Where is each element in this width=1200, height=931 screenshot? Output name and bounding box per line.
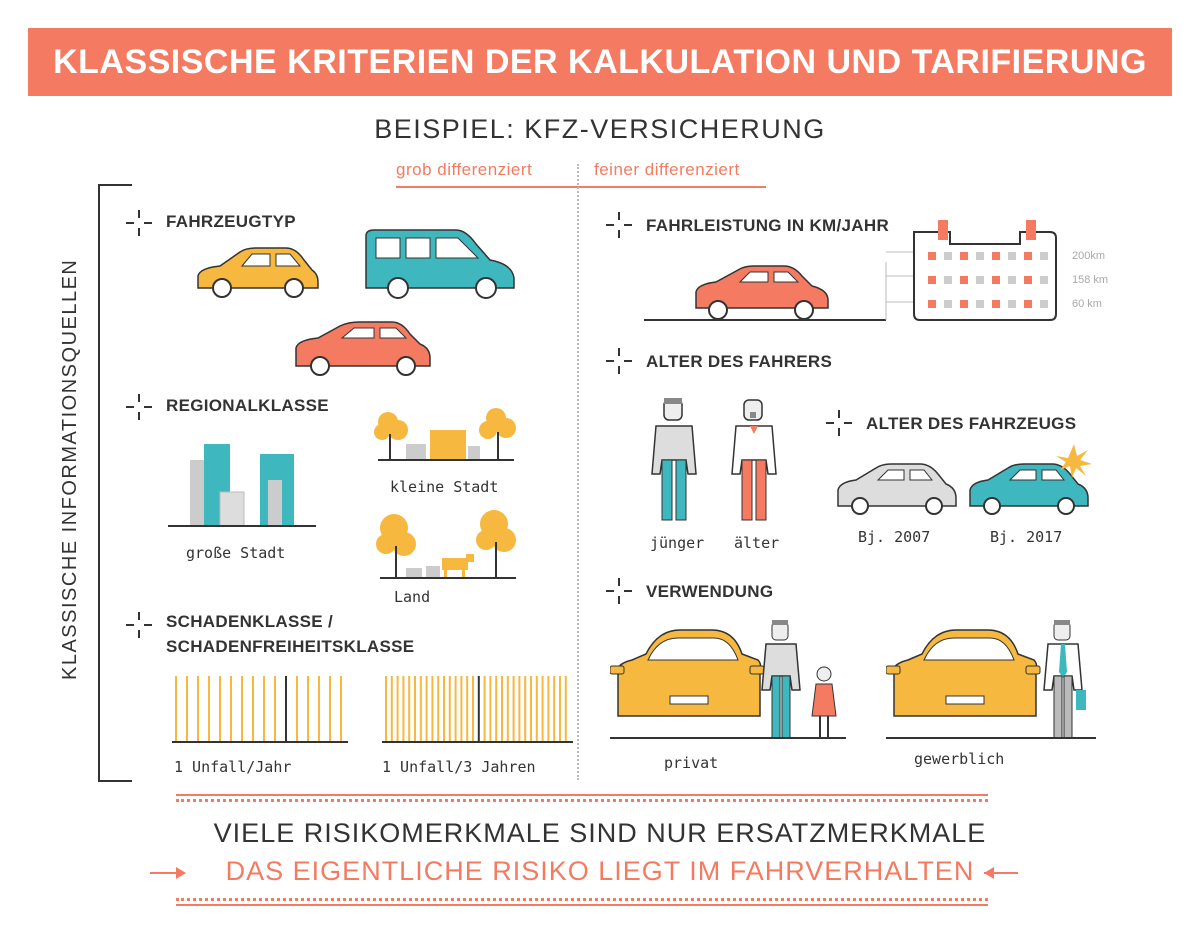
countryside-icon: [376, 506, 521, 582]
calendar-icon: [886, 214, 1076, 324]
calendar-dot: [1040, 276, 1048, 284]
label-old: älter: [734, 534, 780, 552]
old-car-icon: [834, 462, 960, 518]
section-title-alter-fahrzeug: ALTER DES FAHRZEUGS: [866, 414, 1077, 433]
accident-timeline-3years: [380, 676, 575, 746]
calendar-dot: [976, 276, 984, 284]
label-big-city: große Stadt: [186, 544, 286, 562]
calendar-dot: [1024, 300, 1032, 308]
column-underline: [396, 186, 766, 188]
crosshair-icon: [606, 348, 632, 374]
calendar-dot: [960, 252, 968, 260]
calendar-dot: [992, 276, 1000, 284]
private-usage-icon: [610, 616, 850, 740]
new-car-icon: [966, 440, 1096, 518]
crosshair-icon: [606, 212, 632, 238]
section-title-fahrleistung: FAHRLEISTUNG IN KM/JAHR: [646, 216, 890, 235]
old-person-icon: [726, 398, 782, 524]
calendar-dot: [976, 252, 984, 260]
calendar-dot: [928, 300, 936, 308]
label-land: Land: [394, 588, 431, 606]
calendar-dot: [928, 276, 936, 284]
calendar-dot: [1040, 300, 1048, 308]
section-title-alter-fahrer: ALTER DES FAHRERS: [646, 352, 833, 371]
label-business: gewerblich: [914, 750, 1005, 768]
crosshair-icon: [126, 394, 152, 420]
section-title-schadenklasse: [166, 610, 414, 659]
crosshair-icon: [126, 612, 152, 638]
small-city-icon: [374, 404, 519, 466]
footer-line2: DAS EIGENTLICHE RISIKO LIEGT IM FAHRVERHALTEN: [225, 856, 975, 886]
calendar-dot: [1008, 252, 1016, 260]
calendar-dot: [992, 252, 1000, 260]
young-person-icon: [646, 398, 702, 524]
label-timeline-b: 1 Unfall/3 Jahren: [382, 758, 536, 776]
crosshair-icon: [606, 578, 632, 604]
big-city-icon: [168, 440, 318, 530]
section-title-verwendung: VERWENDUNG: [646, 582, 774, 601]
km-label-200: 200km: [1072, 250, 1106, 262]
subtitle: BEISPIEL: KFZ-VERSICHERUNG: [374, 114, 826, 144]
label-old-car: Bj. 2007: [858, 528, 931, 546]
calendar-dot: [1024, 252, 1032, 260]
calendar-dot: [944, 300, 952, 308]
section-title-fahrzeugtyp: FAHRZEUGTYP: [166, 212, 296, 231]
label-private: privat: [664, 754, 719, 772]
business-usage-icon: [886, 616, 1100, 740]
calendar-dot: [976, 300, 984, 308]
column-label-coarse: grob differenziert: [396, 160, 533, 179]
crosshair-icon: [826, 410, 852, 436]
side-bracket: [98, 184, 132, 782]
driving-car-icon: [644, 262, 894, 324]
section-title-line2: SCHADENFREIHEITSKLASSE: [166, 636, 415, 656]
arrow-left-icon: [984, 867, 994, 879]
label-young: jünger: [650, 534, 705, 552]
section-title-regionalklasse: REGIONALKLASSE: [166, 396, 329, 415]
calendar-dot: [944, 276, 952, 284]
yellow-car-icon: [190, 240, 320, 300]
calendar-dot: [1024, 276, 1032, 284]
van-icon: [360, 226, 520, 300]
column-divider: [577, 164, 579, 780]
km-label-158: 158 km: [1072, 274, 1109, 286]
label-small-city: kleine Stadt: [390, 478, 499, 496]
footer-border-bottom: [176, 898, 988, 910]
calendar-dot: [928, 252, 936, 260]
calendar-dot: [960, 300, 968, 308]
calendar-dot: [1008, 300, 1016, 308]
calendar-dot: [1008, 276, 1016, 284]
red-car-icon: [290, 318, 435, 378]
calendar-dot: [944, 252, 952, 260]
calendar-dot: [960, 276, 968, 284]
label-new-car: Bj. 2017: [990, 528, 1063, 546]
page-title: KLASSISCHE KRITERIEN DER KALKULATION UND TARIFIERUNG: [53, 42, 1147, 81]
section-title-line1: SCHADENKLASSE /: [166, 612, 333, 631]
side-label: KLASSISCHE INFORMATIONSQUELLEN: [59, 258, 81, 680]
calendar-dot: [992, 300, 1000, 308]
calendar-dot: [1040, 252, 1048, 260]
title-banner: [28, 28, 1172, 96]
crosshair-icon: [126, 210, 152, 236]
label-timeline-a: 1 Unfall/Jahr: [174, 758, 292, 776]
column-label-fine: feiner differenziert: [594, 160, 740, 179]
accident-timeline-yearly: [170, 676, 350, 746]
footer-line1: VIELE RISIKOMERKMALE SIND NUR ERSATZMERKMALE: [213, 818, 987, 848]
km-label-60: 60 km: [1072, 298, 1102, 310]
footer-border-top: [176, 794, 988, 806]
